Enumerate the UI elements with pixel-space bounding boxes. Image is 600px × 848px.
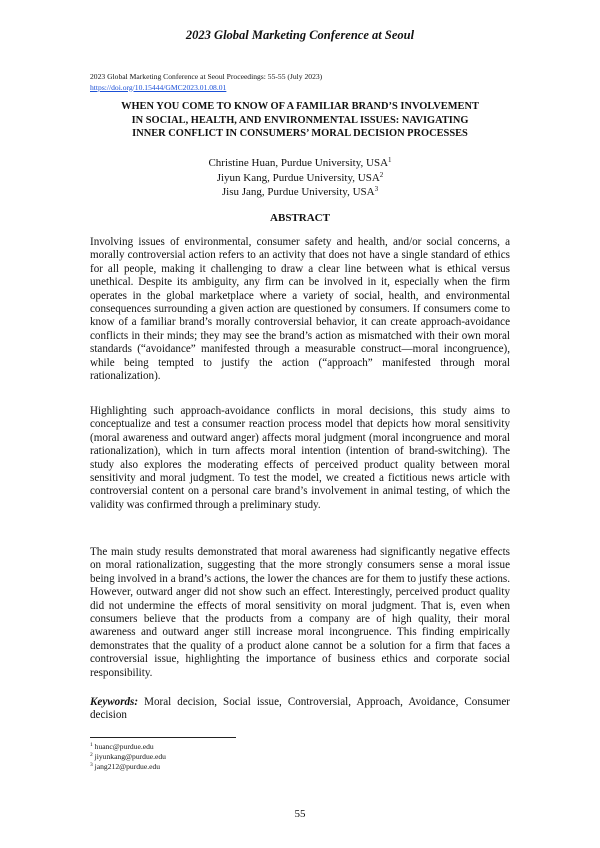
title-line: WHEN YOU COME TO KNOW OF A FAMILIAR BRAND’S INVOLVEMENT	[121, 101, 479, 112]
abstract-paragraph: Highlighting such approach-avoidance conflicts in moral decisions, this study aims to conceptualize and test a consumer reaction process model that depicts how moral sensitivity (moral awareness and outward anger) affects moral judgment (moral incongruence and moral rationalization), which in turn affects moral intention (intention of brand-switching). The study also explores the moderating effects of perceived product quality between moral sensitivity and moral judgment. To test the model, we created a fictitious news article with controversial content on a personal care brand’s involvement in animal testing, of which the validity was confirmed through a preliminary study.	[90, 405, 510, 511]
footnote-mark: 2	[379, 170, 384, 179]
keywords-label: Keywords:	[90, 696, 139, 708]
footnote-mark: 3	[90, 762, 93, 768]
footnote-email: jang212@purdue.edu	[94, 762, 161, 771]
author-name: Jisu Jang, Purdue University, USA	[221, 186, 375, 198]
author-line	[0, 185, 600, 200]
footnote	[90, 762, 166, 772]
footnote-divider	[90, 737, 236, 738]
running-head: 2023 Global Marketing Conference at Seoul	[185, 28, 415, 42]
footnote	[90, 742, 166, 752]
abstract-paragraph: Involving issues of environmental, consumer safety and health, and/or social concerns, a morally controversial action refers to an activity that does not have a single standard of ethics for all people, making it challenging to draw a clear line between what is ethical versus unethical. Despite its ambiguity, any firm can be involved in it, especially when the firm operates in the global marketplace where a variety of social, health, and environmental consequences surrounding a given action are questioned by consumers. If consumers come to know of a familiar brand’s morally controversial behavior, it can create approach-avoidance conflicts in their minds; they may see the brand’s action as mismatched with their own moral standards (“avoidance” manifested through a measurable construct—moral incongruence), while being tempted to justify the action (“approach” manifested through moral rationalization).	[90, 236, 510, 383]
page-number: 55	[294, 808, 306, 820]
footnote-email: jiyunkang@purdue.edu	[94, 752, 166, 761]
keywords-list: Moral decision, Social issue, Controversial, Approach, Avoidance, Consumer decision	[90, 696, 510, 722]
proceedings-info	[90, 72, 322, 93]
paper-title	[60, 100, 540, 141]
footnotes	[90, 742, 166, 772]
keywords	[90, 696, 510, 723]
footnote-mark: 3	[374, 185, 379, 193]
title-line: INNER CONFLICT IN CONSUMERS’ MORAL DECISION PROCESSES	[132, 128, 468, 140]
title-line: IN SOCIAL, HEALTH, AND ENVIRONMENTAL ISSUES: NAVIGATING	[131, 114, 469, 126]
proceedings-citation: 2023 Global Marketing Conference at Seoul Proceedings: 55-55 (July 2023)	[90, 72, 323, 81]
footnote	[90, 752, 166, 762]
footnote-mark: 2	[90, 752, 93, 758]
author-line	[0, 171, 600, 186]
author-line	[0, 156, 600, 171]
abstract-paragraph: The main study results demonstrated that moral awareness had significantly negative effects on moral rationalization, suggesting that the more strongly consumers sense a moral issue being involved in a brand’s actions, the lower the chances are for them to justify these actions. However, outward anger did not show such an effect. Interestingly, perceived product quality did not undermine the effects of moral sensitivity on moral judgment. That is, even when consumers believe that the products from a company are of high quality, their moral awareness and outward anger still increase moral incongruence. This finding empirically demonstrates that the quality of a product alone cannot be a solution for a firm that faces a controversial issue, highlighting the importance of business ethics and corporate social responsibility.	[90, 546, 510, 679]
footnote-email: huanc@purdue.edu	[94, 742, 154, 751]
abstract-heading: ABSTRACT	[270, 212, 330, 224]
author-name: Christine Huan, Purdue University, USA	[208, 157, 389, 169]
doi-link[interactable]: https://doi.org/10.15444/GMC2023.01.08.01	[90, 82, 227, 92]
author-list	[0, 156, 600, 200]
author-name: Jiyun Kang, Purdue University, USA	[216, 171, 380, 184]
footnote-mark: 1	[90, 742, 93, 748]
footnote-mark: 1	[388, 156, 392, 164]
